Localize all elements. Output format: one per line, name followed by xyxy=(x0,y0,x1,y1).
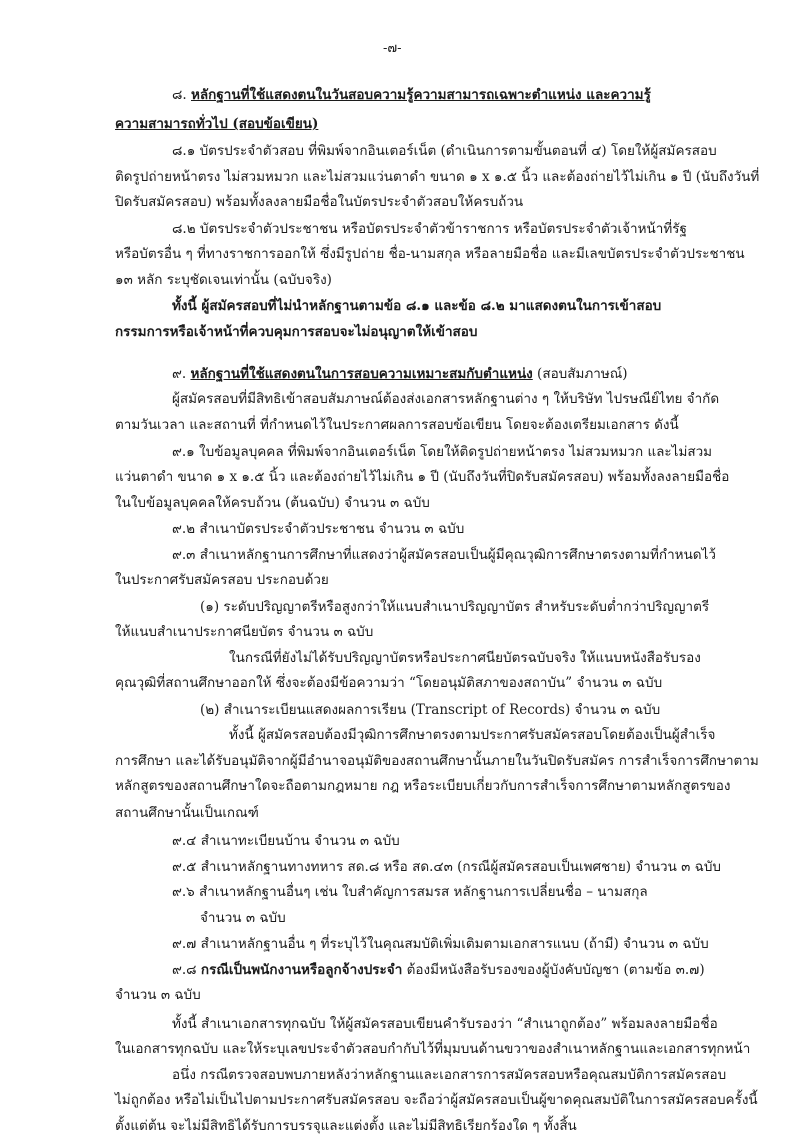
text-line xyxy=(115,805,259,822)
text-line xyxy=(115,272,332,289)
text-segment: ๙.๗ สำเนาหลักฐานอื่น ๆ ที่ระบุไว้ในคุณสมบัติเพิ่มเติมตามเอกสารแนบ (ถ้ามี) จำนวน ๓ ฉบับ xyxy=(172,936,709,952)
text-line xyxy=(172,444,712,461)
text-segment: ทั้งนี้ สำเนาเอกสารทุกฉบับ ให้ผู้สมัครสอบเขียนคำรับรองว่า “สำเนาถูกต้อง” พร้อมลงลายมือชื่อ xyxy=(172,1016,718,1032)
text-segment: ตามวันเวลา และสถานที่ ที่กำหนดไว้ในประกาศผลการสอบข้อเขียน โดยจะต้องเตรียมเอกสาร ดังนี้ xyxy=(115,417,679,433)
text-line xyxy=(200,599,709,616)
text-segment: ทั้งนี้ ผู้สมัครสอบต้องมีวุฒิการศึกษาตรงตามประกาศรับสมัครสอบโดยต้องเป็นผู้สำเร็จ xyxy=(229,727,716,743)
text-segment: ๘.๒ บัตรประจำตัวประชาชน หรือบัตรประจำตัวข้าราชการ หรือบัตรประจำตัวเจ้าหน้าที่รัฐ xyxy=(172,221,687,237)
text-line xyxy=(172,859,721,876)
text-line xyxy=(172,962,705,979)
text-segment: กรณีเป็นพนักงานหรือลูกจ้างประจำ xyxy=(200,962,403,978)
text-line xyxy=(115,417,679,434)
text-segment: การศึกษา และได้รับอนุมัติจากผู้มีอำนาจอนุมัติของสถานศึกษานั้นภายในวันปิดรับสมัคร การสำเร็จการศึกษาตาม xyxy=(115,753,759,769)
text-segment: ๙.๑ ใบข้อมูลบุคคล ที่พิมพ์จากอินเตอร์เน็ต โดยให้ติดรูปถ่ายหน้าตรง ไม่สวมหมวก และไม่สวม xyxy=(172,444,713,460)
text-segment: ๙.๓ สำเนาหลักฐานการศึกษาที่แสดงว่าผู้สมัครสอบเป็นผู้มีคุณวุฒิการศึกษาตรงตามที่กำหนดไว้ xyxy=(172,547,716,563)
text-segment: สถานศึกษานั้นเป็นเกณฑ์ xyxy=(115,805,259,821)
text-segment: ๙.๒ สำเนาบัตรประจำตัวประชาชน จำนวน ๓ ฉบับ xyxy=(172,521,465,537)
text-segment: ๘. xyxy=(172,87,191,103)
text-line xyxy=(172,1067,726,1084)
text-segment: ปิดรับสมัครสอบ) พร้อมทั้งลงลายมือชื่อในบัตรประจำตัวสอบให้ครบถ้วน xyxy=(115,194,524,210)
text-line xyxy=(115,169,759,186)
text-line xyxy=(115,116,318,133)
text-line xyxy=(172,143,717,160)
text-segment: ทั้งนี้ ผู้สมัครสอบที่ไม่นำหลักฐานตามข้อ ๘.๑ และข้อ ๘.๒ มาแสดงตนในการเข้าสอบ xyxy=(172,298,662,314)
text-segment: ผู้สมัครสอบที่มีสิทธิเข้าสอบสัมภาษณ์ต้องส่งเอกสารหลักฐานต่าง ๆ ให้บริษัท ไปรษณีย์ไทย จำกัด xyxy=(172,391,720,407)
text-segment: หลักสูตรของสถานศึกษาใดจะถือตามกฎหมาย กฎ หรือระเบียบเกี่ยวกับการสำเร็จการศึกษาตามหลักสูตรของ xyxy=(115,778,731,794)
text-segment: ๘.๑ บัตรประจำตัวสอบ ที่พิมพ์จากอินเตอร์เน็ต (ดำเนินการตามขั้นตอนที่ ๔) โดยให้ผู้สมัครสอบ xyxy=(172,143,717,159)
text-line xyxy=(115,624,373,641)
text-line xyxy=(115,987,201,1004)
text-line xyxy=(115,1118,577,1135)
text-segment: (๒) สำเนาระเบียนแสดงผลการเรียน (Transcript of Records) จำนวน ๓ ฉบับ xyxy=(200,702,661,718)
text-segment: จำนวน ๓ ฉบับ xyxy=(115,987,201,1003)
text-line xyxy=(172,884,648,901)
text-line xyxy=(115,324,477,341)
text-segment: ติดรูปถ่ายหน้าตรง ไม่สวมหมวก และไม่สวมแว่นตาดำ ขนาด ๑ x ๑.๕ นิ้ว และต้องถ่ายไว้ไม่เกิน ๑ ปี (นับถึงวันที่ xyxy=(115,169,760,185)
text-segment: ในประกาศรับสมัครสอบ ประกอบด้วย xyxy=(115,572,329,588)
text-line xyxy=(172,936,709,953)
text-segment: ๑๓ หลัก ระบุชัดเจนเท่านั้น (ฉบับจริง) xyxy=(115,272,332,288)
text-line xyxy=(172,391,719,408)
text-segment: ๙. xyxy=(172,366,191,382)
text-segment: (๑) ระดับปริญญาตรีหรือสูงกว่าให้แนบสำเนาปริญญาบัตร สำหรับระดับต่ำกว่าปริญญาตรี xyxy=(200,599,710,615)
text-segment: คุณวุฒิที่สถานศึกษาออกให้ ซึ่งจะต้องมีข้อความว่า “โดยอนุมัติสภาของสถาบัน” จำนวน ๓ ฉบับ xyxy=(115,675,663,691)
text-line xyxy=(115,246,745,263)
text-line xyxy=(172,833,400,850)
text-line xyxy=(229,650,701,667)
text-segment: (สอบสัมภาษณ์) xyxy=(532,366,628,382)
text-segment: อนึ่ง กรณีตรวจสอบพบภายหลังว่าหลักฐานและเอกสารการสมัครสอบหรือคุณสมบัติการสมัครสอบ xyxy=(172,1067,727,1083)
text-line xyxy=(172,87,651,104)
text-segment: หลักฐานที่ใช้แสดงตนในการสอบความเหมาะสมกับตำแหน่ง xyxy=(190,366,533,382)
text-line xyxy=(172,1016,718,1033)
text-line xyxy=(115,1092,758,1109)
text-line xyxy=(115,675,662,692)
text-line xyxy=(172,366,628,383)
text-segment: ไม่ถูกต้อง หรือไม่เป็นไปตามประกาศรับสมัครสอบ จะถือว่าผู้สมัครสอบเป็นผู้ขาดคุณสมบัติในการสมัครสอบครั้งนี้ xyxy=(115,1092,758,1108)
text-line xyxy=(115,572,329,589)
text-line xyxy=(115,778,730,795)
text-line xyxy=(200,702,660,719)
text-line xyxy=(115,495,430,512)
text-line xyxy=(115,469,729,486)
text-segment: จำนวน ๓ ฉบับ xyxy=(200,910,286,926)
text-segment: ในกรณีที่ยังไม่ได้รับปริญญาบัตรหรือประกาศนียบัตรฉบับจริง ให้แนบหนังสือรับรอง xyxy=(229,650,701,666)
text-segment: กรรมการหรือเจ้าหน้าที่ควบคุมการสอบจะไม่อนุญาตให้เข้าสอบ xyxy=(115,324,478,340)
text-line xyxy=(200,910,286,927)
text-segment: ต้องมีหนังสือรับรองของผู้บังคับบัญชา (ตามข้อ ๓.๗) xyxy=(402,962,705,978)
text-segment: หรือบัตรอื่น ๆ ที่ทางราชการออกให้ ซึ่งมีรูปถ่าย ชื่อ-นามสกุล หรือลายมือชื่อ และมีเลขบัตรประจำตัวประชาชน xyxy=(115,246,745,262)
text-line xyxy=(115,753,759,770)
text-segment: ในเอกสารทุกฉบับ และให้ระบุเลขประจำตัวสอบกำกับไว้ที่มุมบนด้านขวาของสำเนาหลักฐานและเอกสารทุกหน้า xyxy=(115,1041,751,1057)
text-line xyxy=(172,547,716,564)
text-segment: หลักฐานที่ใช้แสดงตนในวันสอบความรู้ความสามารถเฉพาะตำแหน่ง และความรู้ xyxy=(191,87,651,103)
text-segment: ให้แนบสำเนาประกาศนียบัตร จำนวน ๓ ฉบับ xyxy=(115,624,374,640)
text-segment: ๙.๕ สำเนาหลักฐานทางทหาร สด.๘ หรือ สด.๔๓ (กรณีผู้สมัครสอบเป็นเพศชาย) จำนวน ๓ ฉบับ xyxy=(172,859,721,875)
text-line xyxy=(115,194,523,211)
text-line xyxy=(172,221,687,238)
text-line xyxy=(172,298,661,315)
text-segment: ๙.๘ xyxy=(172,962,201,978)
text-segment: ๙.๔ สำเนาทะเบียนบ้าน จำนวน ๓ ฉบับ xyxy=(172,833,400,849)
text-segment: ตั้งแต่ต้น จะไม่มีสิทธิได้รับการบรรจุและแต่งตั้ง และไม่มีสิทธิเรียกร้องใด ๆ ทั้งสิ้น xyxy=(115,1118,577,1134)
text-segment: ความสามารถทั่วไป (สอบข้อเขียน) xyxy=(115,116,319,132)
text-line xyxy=(172,521,464,538)
page-number: -๗- xyxy=(383,41,402,56)
text-segment: แว่นตาดำ ขนาด ๑ x ๑.๕ นิ้ว และต้องถ่ายไว้ไม่เกิน ๑ ปี (นับถึงวันที่ปิดรับสมัครสอบ) พร้อมทั้งลงลายมือชื่อ xyxy=(115,469,730,485)
text-line xyxy=(115,1041,750,1058)
text-segment: ๙.๖ สำเนาหลักฐานอื่นๆ เช่น ใบสำคัญการสมรส หลักฐานการเปลี่ยนชื่อ – นามสกุล xyxy=(172,884,648,900)
text-segment: ในใบข้อมูลบุคคลให้ครบถ้วน (ต้นฉบับ) จำนวน ๓ ฉบับ xyxy=(115,495,430,511)
text-line xyxy=(229,727,715,744)
